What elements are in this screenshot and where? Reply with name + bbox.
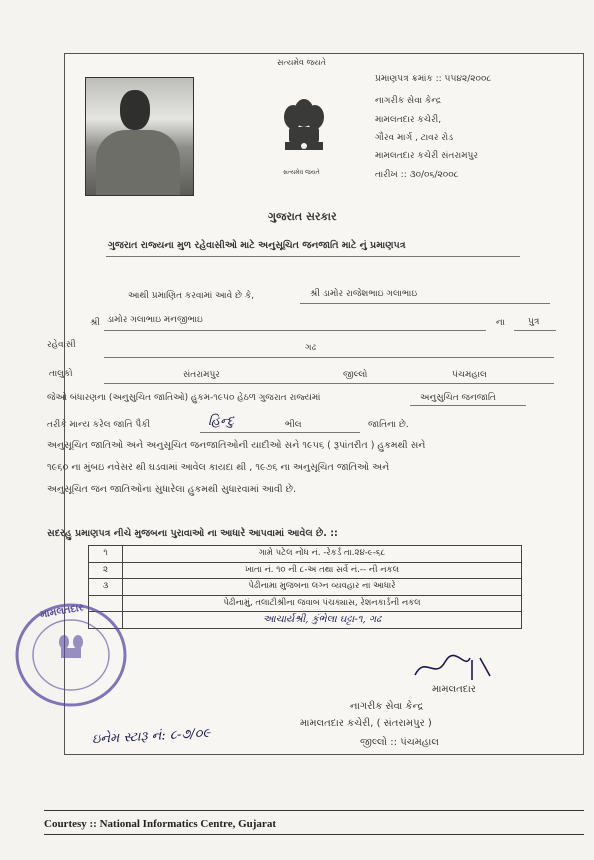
emblem-caption: સત્યમેવ જયતે bbox=[283, 169, 320, 176]
certify-name: શ્રી ડામોર રાજેશભાઇ ગલાભાઇ bbox=[310, 289, 418, 299]
resident-label: રહેવાસી bbox=[47, 340, 76, 350]
certify-label: આથી પ્રમાણિત કરવામાં આવે છે કે, bbox=[128, 291, 255, 301]
motto: સત્યમેવ જયતે bbox=[277, 58, 326, 67]
order-line-a: જેઓ બંધારણના (અનુસુચિત જાતિઓ) હુકમ-૧૯૫૦ હેઠળ ગુજરાત રાજ્યમાં bbox=[47, 393, 321, 403]
applicant-photo bbox=[85, 77, 194, 196]
issue-date: તારીખ :: ૩૦/૦૬/૨૦૦૮ bbox=[375, 170, 459, 180]
evidence-table bbox=[88, 545, 522, 629]
table-row: ૧ ગામે પટેલ નોંધ નં. -રેકર્ડ તા.૨૪-૯-૬૮ bbox=[89, 546, 521, 563]
courtesy-footer: Courtesy :: National Informatics Centre, Gujarat bbox=[44, 818, 276, 830]
signatory-line-2: મામલતદાર કચેરી, ( સંતરામપુર ) bbox=[300, 718, 432, 729]
evidence-heading: સદરહુ પ્રમાણપત્ર નીચે મુજબના પુરાવાઓ ના આધારે આપવામાં આવેલ છે. :: bbox=[47, 528, 338, 539]
signatory-title: મામલતદાર bbox=[432, 684, 476, 695]
table-row: આચાર્યશ્રી, કુંભેલા ઘટ્ટા-૧, ગઢ bbox=[89, 612, 521, 628]
signature-scribble bbox=[410, 650, 500, 685]
taluka-label: તાલુકો bbox=[49, 369, 73, 379]
father-name: ડામોર ગલાભાઇ મનજીભાઇ bbox=[107, 315, 203, 325]
order-line-b: અનુસુચિત જનજાતિ bbox=[420, 393, 496, 403]
certificate-number: પ્રમાણપત્ર ક્રમાંક :: ૫૫૪૨/૨૦૦૮ bbox=[375, 74, 492, 84]
govt-title: ગુજરાત સરકાર bbox=[268, 210, 337, 223]
putra: પુત્ર bbox=[528, 317, 540, 327]
table-row: પેઢીનામું, તલાટીશ્રીના જવાબ પંચક્યાસ, રેશનકાર્ડની નકલ bbox=[89, 596, 521, 613]
para-line-3: અનુસૂચિત જન જાતિઓના સુધારેલા હુકમથી સુધારવામાં આવી છે. bbox=[47, 484, 297, 495]
official-stamp bbox=[12, 600, 130, 710]
tribe-line-b: જાતિના છે. bbox=[368, 420, 409, 430]
district: પંચમહાલ bbox=[452, 370, 487, 380]
national-emblem-icon bbox=[275, 95, 333, 177]
signatory-line-3: જીલ્લો :: પંચમહાલ bbox=[360, 737, 439, 748]
hindu: હિન્દુ bbox=[208, 414, 234, 429]
bhil: ભીલ bbox=[285, 420, 302, 430]
shri-label: શ્રી bbox=[90, 318, 100, 328]
office-line-1: નાગરીક સેવા કેન્દ્ર bbox=[375, 96, 442, 106]
office-line-3: ગૌરવ માર્ગ , ટાવર રોડ bbox=[375, 133, 454, 143]
signatory-line-1: નાગરીક સેવા કેન્દ્ર bbox=[350, 701, 424, 712]
handwritten-note: ઇનેમ સ્ટારૂ નં: ૮-૭/૦૯ bbox=[91, 725, 211, 748]
na-label: ના bbox=[496, 318, 505, 328]
district-label: જીલ્લો bbox=[343, 370, 368, 380]
stamp-text: મામલતદાર bbox=[39, 602, 85, 621]
village: ગઢ bbox=[305, 343, 317, 353]
office-line-4: મામલતદાર કચેરી સંતરામપુર bbox=[375, 151, 479, 161]
office-line-2: મામલતદાર કચેરી, bbox=[375, 115, 442, 125]
certificate-title: ગુજરાત રાજ્યના મુળ રહેવાસીઓ માટે અનુસૂચિત જનજાતિ માટે નું પ્રમાણપત્ર bbox=[108, 240, 406, 251]
table-row: ૨ ખાતા નં. ૧૦ ની ૮-અ તથા સર્વે નં.-- ની નકલ bbox=[89, 563, 521, 580]
taluka: સંતરામપુર bbox=[183, 370, 220, 380]
tribe-line-a: તરીકે માન્ય કરેલ જાતિ પૈકી bbox=[47, 420, 151, 430]
table-row: ૩ પેઢીનામા મુજબના લગ્ન વ્યવહાર ના આધારે bbox=[89, 579, 521, 596]
para-line-2: ૧૯૬૦ ના મુંબઇ નવેસર થી ઘડવામાં આવેલ કાયદા થી , ૧૯૭૬ ના અનુસૂચિત જાતિઓ અને bbox=[47, 462, 390, 473]
para-line-1: અનુસૂચિત જાતિઓ અને અનુસૂચિત જનજાતિઓની યાદીઓ સને ૧૯૫૬ ( રૂપાંતરીત ) હુકમથી સને bbox=[47, 440, 426, 451]
